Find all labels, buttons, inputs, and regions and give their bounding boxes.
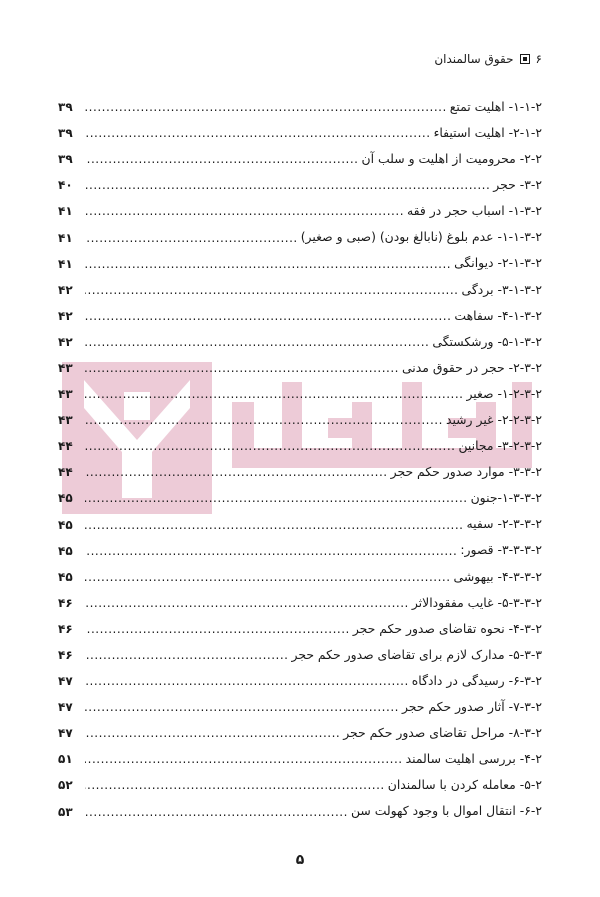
toc-entry <box>58 642 542 668</box>
toc-entry-page: ۴۷ <box>58 700 73 715</box>
table-of-contents <box>58 94 542 825</box>
toc-entry-title: ۶-۲- انتقال اموال با وجود کهولت سن <box>350 803 542 819</box>
toc-leader-dots <box>85 388 463 400</box>
toc-leader-dots <box>85 779 385 791</box>
toc-entry <box>58 772 542 798</box>
toc-entry <box>58 120 542 146</box>
toc-entry-title: ۶-۳-۲- رسیدگی در دادگاه <box>411 672 542 688</box>
toc-entry-title: ۲-۳-۳-۲- سفیه <box>466 516 542 532</box>
toc-leader-dots <box>85 597 409 609</box>
toc-entry-page: ۵۳ <box>58 804 73 819</box>
toc-entry <box>58 564 542 590</box>
toc-entry-page: ۴۰ <box>58 178 73 193</box>
toc-leader-dots <box>85 492 468 504</box>
page-folio: ۵ <box>295 852 305 868</box>
toc-entry <box>58 303 542 329</box>
toc-entry-title: ۴-۳-۲- نحوه تقاضای صدور حکم حجر <box>352 620 542 636</box>
toc-leader-dots <box>85 701 399 713</box>
toc-entry-title: ۳-۳-۲- موارد صدور حکم حجر <box>390 464 542 480</box>
toc-entry-title: ۸-۳-۲- مراحل تقاضای صدور حکم حجر <box>343 725 542 741</box>
toc-entry-title: ۲-۱-۲- اهلیت استیفاء <box>433 124 542 140</box>
toc-entry <box>58 512 542 538</box>
toc-entry-page: ۴۴ <box>58 465 73 480</box>
toc-entry <box>58 146 542 172</box>
toc-entry-page: ۴۵ <box>58 543 73 558</box>
toc-leader-dots <box>85 153 359 165</box>
toc-leader-dots <box>85 623 350 635</box>
toc-entry-title: ۴-۲- بررسی اهلیت سالمند <box>405 751 542 767</box>
toc-entry-title: ۱-۳-۳-۲-جنون <box>470 490 542 506</box>
toc-entry-page: ۴۲ <box>58 308 73 323</box>
toc-entry-title: ۴-۳-۳-۲- بیهوشی <box>453 568 542 584</box>
toc-entry-title: ۱-۱-۲- اهلیت تمتع <box>449 98 542 114</box>
toc-entry-page: ۴۲ <box>58 334 73 349</box>
toc-entry-page: ۴۱ <box>58 204 73 219</box>
toc-leader-dots <box>85 179 490 191</box>
toc-entry <box>58 720 542 746</box>
toc-leader-dots <box>85 466 388 478</box>
toc-entry <box>58 94 542 120</box>
toc-entry-page: ۳۹ <box>58 126 73 141</box>
toc-entry-page: ۳۹ <box>58 100 73 115</box>
toc-entry <box>58 668 542 694</box>
toc-entry <box>58 538 542 564</box>
toc-entry <box>58 799 542 825</box>
toc-entry-page: ۴۵ <box>58 517 73 532</box>
toc-entry-title: ۱-۳-۲- اسباب حجر در فقه <box>407 203 542 219</box>
toc-leader-dots <box>85 519 464 531</box>
toc-entry-title: ۲-۱-۳-۲- دیوانگی <box>454 255 542 271</box>
toc-entry-page: ۵۲ <box>58 778 73 793</box>
toc-leader-dots <box>85 336 429 348</box>
toc-entry-title: ۷-۳-۲- آثار صدور حکم حجر <box>401 699 542 714</box>
toc-entry <box>58 251 542 277</box>
toc-entry-page: ۴۳ <box>58 413 73 428</box>
toc-leader-dots <box>85 649 289 661</box>
toc-entry-title: ۱-۱-۳-۲- عدم بلوغ (نابالغ بودن) (صبی و صغیر) <box>300 229 542 245</box>
toc-entry-title: ۵-۱-۳-۲- ورشکستگی <box>432 333 542 349</box>
toc-leader-dots <box>85 101 447 113</box>
toc-entry <box>58 694 542 720</box>
toc-entry-title: ۵-۲- معامله کردن با سالمندان <box>387 777 542 793</box>
toc-entry <box>58 172 542 198</box>
toc-entry-page: ۴۶ <box>58 621 73 636</box>
toc-entry-title: ۵-۳-۳- مدارک لازم برای تقاضای صدور حکم حجر <box>291 646 542 662</box>
toc-entry <box>58 433 542 459</box>
toc-leader-dots <box>85 258 451 270</box>
toc-leader-dots <box>85 310 451 322</box>
toc-entry <box>58 485 542 511</box>
toc-entry-title: ۱-۲-۳-۲- صغیر <box>466 385 542 401</box>
header-book-title: حقوق سالمندان <box>434 52 514 66</box>
toc-entry-page: ۴۷ <box>58 674 73 689</box>
toc-entry <box>58 407 542 433</box>
toc-entry-title: ۵-۳-۳-۲- غایب مفقودالاثر <box>411 594 542 610</box>
toc-entry-title: ۲-۲- محرومیت از اهلیت و سلب آن <box>361 151 542 167</box>
toc-leader-dots <box>85 362 399 374</box>
toc-entry-page: ۴۱ <box>58 230 73 245</box>
toc-entry <box>58 355 542 381</box>
toc-entry <box>58 277 542 303</box>
toc-entry <box>58 616 542 642</box>
toc-entry-title: ۲-۳-۲- حجر در حقوق مدنی <box>401 359 542 375</box>
toc-leader-dots <box>85 440 456 452</box>
toc-entry-page: ۴۵ <box>58 491 73 506</box>
toc-leader-dots <box>85 284 459 296</box>
toc-entry-page: ۴۱ <box>58 256 73 271</box>
toc-entry <box>58 198 542 224</box>
toc-entry <box>58 381 542 407</box>
toc-leader-dots <box>85 545 457 557</box>
toc-entry-title: ۲-۲-۳-۲- غیر رشید <box>445 411 542 427</box>
toc-entry <box>58 329 542 355</box>
toc-entry <box>58 590 542 616</box>
toc-entry-title: ۴-۱-۳-۲- سفاهت <box>454 307 542 323</box>
toc-leader-dots <box>85 806 348 818</box>
toc-leader-dots <box>85 753 403 765</box>
square-bullet-icon <box>520 54 530 64</box>
toc-entry <box>58 459 542 485</box>
toc-entry-page: ۴۳ <box>58 387 73 402</box>
toc-entry-title: ۳-۳-۳-۲- قصور: <box>460 542 542 558</box>
toc-entry-title: ۳-۲- حجر <box>493 177 542 193</box>
header-page-number: ۶ <box>535 52 542 66</box>
toc-entry-page: ۴۲ <box>58 282 73 297</box>
toc-entry-page: ۴۶ <box>58 648 73 663</box>
toc-entry-page: ۵۱ <box>58 752 73 767</box>
toc-entry-page: ۴۷ <box>58 726 73 741</box>
toc-leader-dots <box>85 127 431 139</box>
toc-entry-page: ۴۴ <box>58 439 73 454</box>
toc-entry-page: ۴۵ <box>58 569 73 584</box>
toc-leader-dots <box>85 727 340 739</box>
toc-leader-dots <box>85 675 409 687</box>
toc-entry-title: ۳-۱-۳-۲- بردگی <box>461 281 542 297</box>
toc-leader-dots <box>85 232 298 244</box>
toc-entry <box>58 224 542 250</box>
toc-leader-dots <box>85 571 451 583</box>
toc-entry-page: ۳۹ <box>58 152 73 167</box>
toc-entry-page: ۴۳ <box>58 360 73 375</box>
toc-entry-title: ۳-۲-۳-۲- مجانین <box>458 438 542 454</box>
running-header <box>58 52 542 66</box>
toc-entry <box>58 746 542 772</box>
toc-leader-dots <box>85 414 443 426</box>
toc-leader-dots <box>85 205 404 217</box>
toc-entry-page: ۴۶ <box>58 595 73 610</box>
